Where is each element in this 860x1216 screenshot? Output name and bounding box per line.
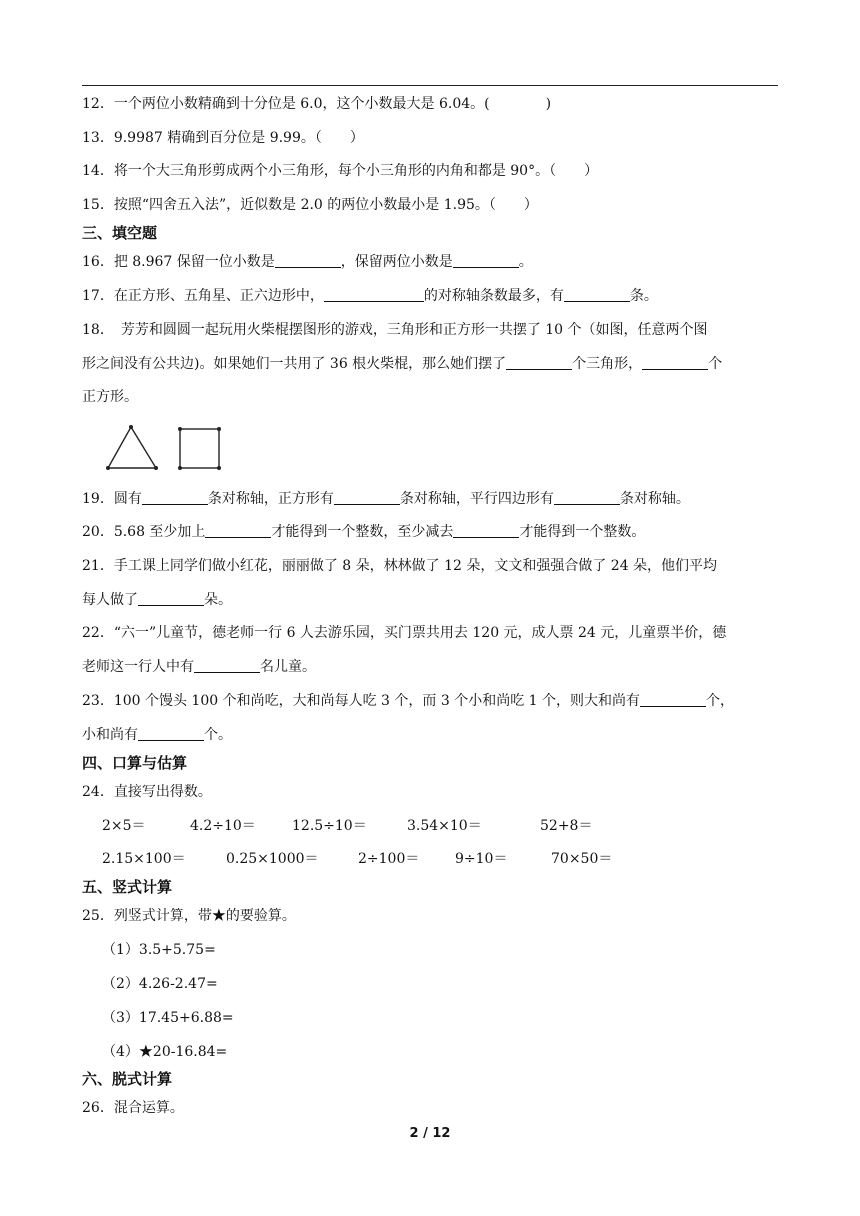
question-21-line2	[82, 590, 232, 610]
q17-text-a: 17．在正方形、五角星、正六边形中，	[82, 288, 324, 304]
answer-blank[interactable]	[205, 523, 271, 538]
question-26: 26．混合运算。	[82, 1100, 184, 1116]
answer-blank[interactable]	[640, 692, 706, 707]
q20-text-b: 才能得到一个整数，至少减去	[271, 524, 454, 540]
q19-text-a: 19．圆有	[82, 491, 142, 507]
question-18-line1: 18． 芳芳和圆圆一起玩用火柴棍摆图形的游戏，三角形和正方形一共摆了 10 个（如图，任意两个图	[82, 322, 708, 338]
matchstick-figures	[100, 422, 240, 474]
calc-item: 2÷100＝	[358, 851, 420, 867]
q16-text-b: ，保留两位小数是	[340, 254, 453, 270]
question-14: 14．将一个大三角形剪成两个小三角形，每个小三角形的内角和都是 90°。（ ）	[82, 163, 599, 179]
q25-item: （4）★20-16.84=	[102, 1044, 228, 1060]
calc-item: 4.2÷10＝	[190, 818, 256, 834]
q19-text-c: 条对称轴，平行四边形有	[399, 491, 554, 507]
calc-item: 12.5÷10＝	[292, 818, 367, 834]
q25-item: （2）4.26-2.47=	[102, 976, 218, 992]
answer-blank[interactable]	[324, 287, 424, 302]
q18-text-c: 个	[708, 356, 723, 372]
answer-blank[interactable]	[564, 287, 630, 302]
question-20	[82, 522, 645, 542]
question-19	[82, 489, 690, 509]
calc-item: 2.15×100＝	[102, 851, 186, 867]
q18-text-b: 个三角形，	[572, 356, 643, 372]
question-13: 13．9.9987 精确到百分位是 9.99。（ ）	[82, 130, 364, 146]
answer-blank[interactable]	[194, 658, 260, 673]
section-heading-vertical-calc: 五、竖式计算	[82, 878, 173, 896]
question-23-line1	[82, 691, 734, 711]
q22-text-a: 老师这一行人中有	[82, 659, 194, 675]
page-number: 2 / 12	[409, 1126, 451, 1141]
question-17	[82, 286, 658, 306]
answer-blank[interactable]	[453, 253, 519, 268]
answer-blank[interactable]	[138, 726, 204, 741]
question-24: 24．直接写出得数。	[82, 784, 212, 800]
q19-text-d: 条对称轴。	[619, 491, 690, 507]
answer-blank[interactable]	[506, 355, 572, 370]
calc-item: 0.25×1000＝	[226, 851, 319, 867]
q23-text-c: 小和尚有	[82, 727, 138, 743]
answer-blank[interactable]	[453, 523, 519, 538]
question-22-line1: 22．“六一”儿童节，德老师一行 6 人去游乐园，买门票共用去 120 元，成人票 24 元，儿童票半价，德	[82, 625, 727, 641]
question-23-line2	[82, 725, 232, 745]
q25-item: （1）3.5+5.75=	[102, 942, 216, 958]
q20-text-c: 才能得到一个整数。	[519, 524, 646, 540]
matchstick-triangle	[106, 425, 158, 470]
question-21-line1: 21．手工课上同学们做小红花，丽丽做了 8 朵，林林做了 12 朵，文文和强强合做了 24 朵，他们平均	[82, 558, 718, 574]
question-25: 25．列竖式计算，带★的要验算。	[82, 908, 296, 924]
question-15: 15．按照“四舍五入法”，近似数是 2.0 的两位小数最小是 1.95。（ ）	[82, 197, 538, 213]
q23-text-d: 个。	[204, 727, 232, 743]
section-heading-mental-math: 四、口算与估算	[82, 754, 188, 772]
calc-item: 52+8＝	[540, 818, 593, 834]
q16-text-c: 。	[518, 254, 533, 270]
q17-text-b: 的对称轴条数最多，有	[423, 288, 564, 304]
question-16	[82, 252, 533, 272]
answer-blank[interactable]	[334, 490, 400, 505]
q19-text-b: 条对称轴，正方形有	[207, 491, 334, 507]
q18-text-a: 形之间没有公共边)。如果她们一共用了 36 根火柴棍，那么她们摆了	[82, 356, 507, 372]
calc-row-1	[0, 816, 860, 836]
header-rule	[82, 85, 778, 86]
answer-blank[interactable]	[138, 591, 204, 606]
q17-text-c: 条。	[629, 288, 658, 304]
calc-item: 9÷10＝	[455, 851, 508, 867]
calc-item: 2×5＝	[102, 818, 146, 834]
question-12: 12．一个两位小数精确到十分位是 6.0，这个小数最大是 6.04。( )	[82, 96, 552, 112]
section-heading-fill-blank: 三、填空题	[82, 224, 158, 242]
answer-blank[interactable]	[142, 490, 208, 505]
q21-text-b: 朵。	[204, 592, 232, 608]
matchstick-square	[178, 427, 221, 470]
answer-blank[interactable]	[554, 490, 620, 505]
q23-text-a: 23．100 个馒头 100 个和尚吃，大和尚每人吃 3 个，而 3 个小和尚吃 1 个，则大和尚有	[82, 693, 641, 709]
q22-text-b: 名儿童。	[260, 659, 316, 675]
q16-text-a: 16．把 8.967 保留一位小数是	[82, 254, 275, 270]
q23-text-b: 个，	[706, 693, 735, 709]
section-heading-step-calc: 六、脱式计算	[82, 1070, 173, 1088]
question-22-line2	[82, 657, 316, 677]
calc-item: 70×50＝	[551, 851, 613, 867]
answer-blank[interactable]	[275, 253, 341, 268]
q21-text-a: 每人做了	[82, 592, 138, 608]
q25-item: （3）17.45+6.88=	[102, 1010, 234, 1026]
question-18-line2	[82, 354, 722, 374]
answer-blank[interactable]	[642, 355, 708, 370]
calc-item: 3.54×10＝	[407, 818, 482, 834]
question-18-line3: 正方形。	[82, 389, 138, 405]
calc-row-2	[0, 849, 860, 869]
q20-text-a: 20．5.68 至少加上	[82, 524, 206, 540]
